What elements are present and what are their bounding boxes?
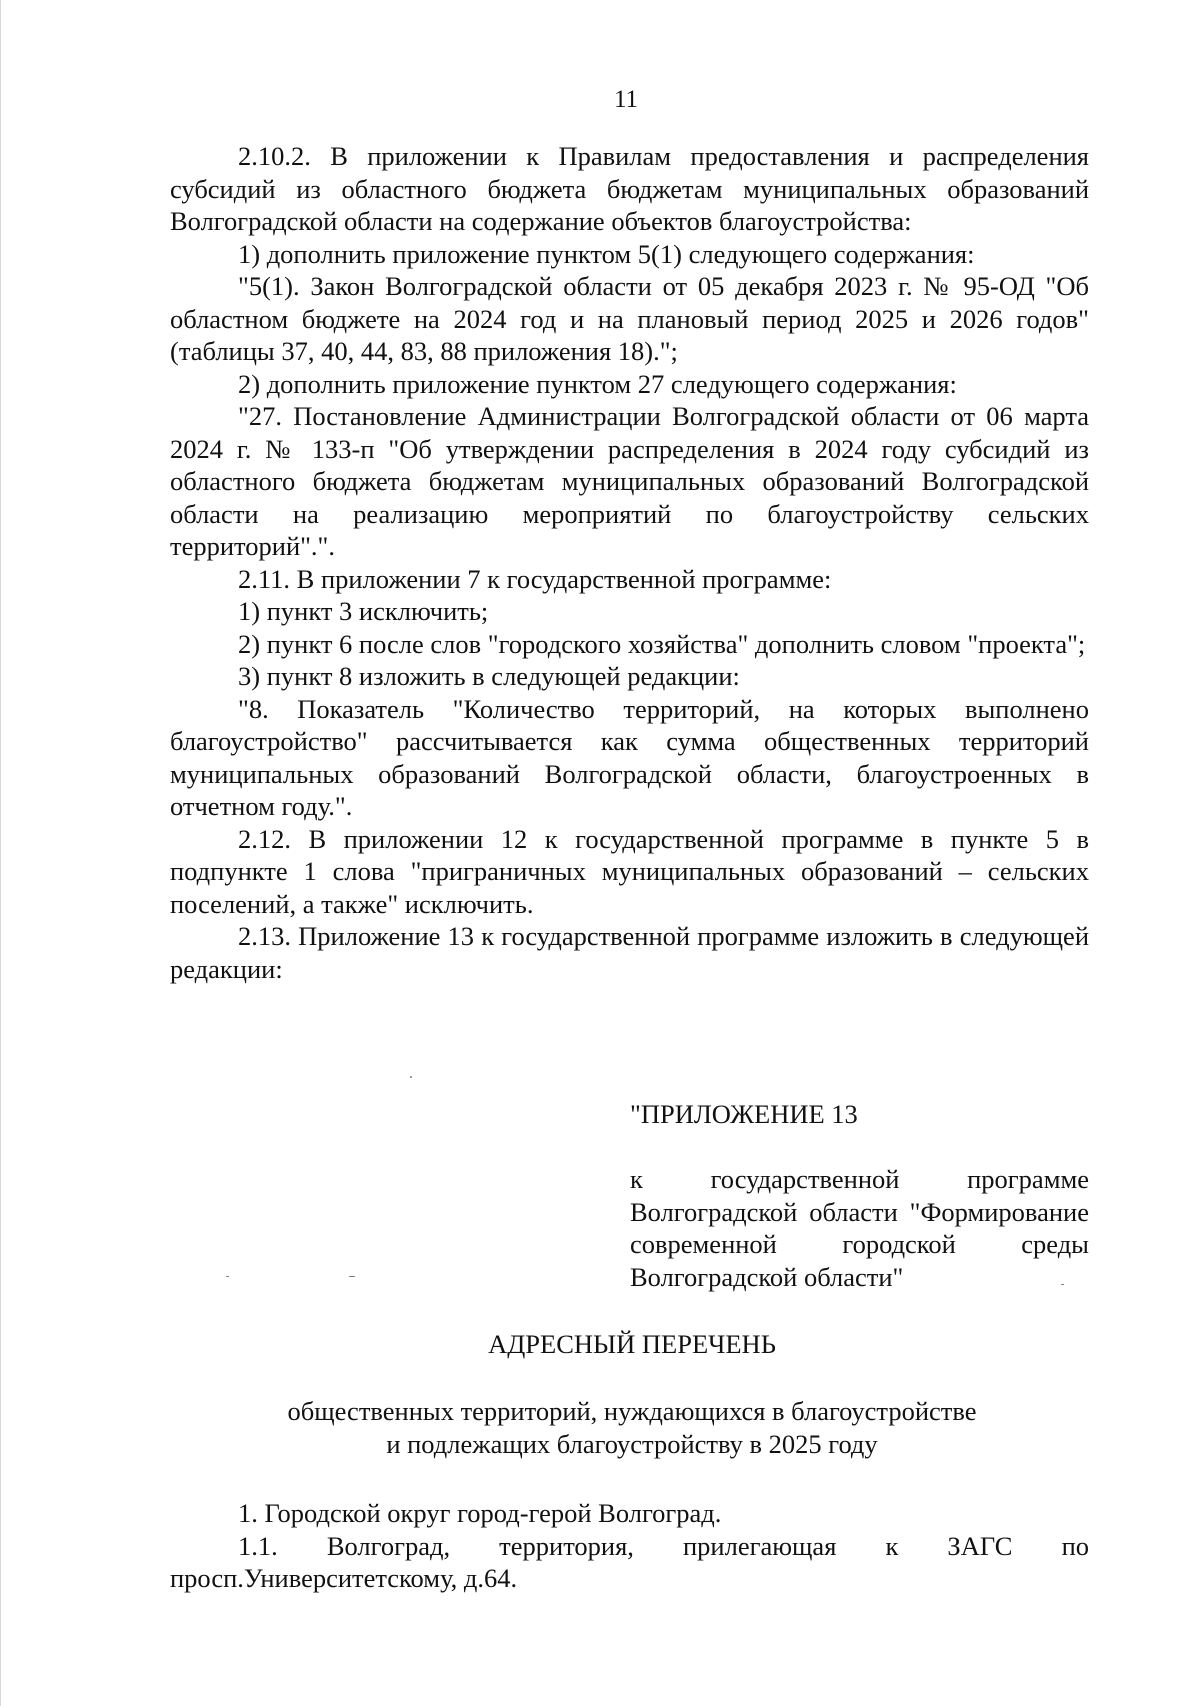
- list-subtitle: [1, 1395, 1200, 1461]
- page-number: 11: [613, 86, 639, 113]
- amendment-text: [170, 140, 1089, 985]
- paragraph: "5(1). Закон Волгоградской области от 05 декабря 2023 г. № 95-ОД "Об областном бюджете на 2024 год и на плановый период 2025 и 2026 годов" (таблицы 37, 40, 44, 83, 88 приложения 18).";: [170, 271, 1089, 366]
- scan-speck: [410, 1076, 412, 1078]
- paragraph: "8. Показатель "Количество территорий, на которых выполнено благоустройство" рассчитывается как сумма общественных территорий муниципальных образований Волгоградской области, благоустроенных в отчетном году.".: [170, 693, 1089, 821]
- paragraph: 2) пункт 6 после слов "городского хозяйства" дополнить словом "проекта";: [238, 628, 1086, 659]
- appendix-title: "ПРИЛОЖЕНИЕ 13: [630, 1099, 858, 1129]
- list-title: АДРЕСНЫЙ ПЕРЕЧЕНЬ: [488, 1329, 776, 1359]
- paragraph: 1) пункт 3 исключить;: [238, 596, 489, 626]
- paragraph: 2) дополнить приложение пунктом 27 следующего содержания:: [238, 368, 957, 399]
- list-subtitle-line: общественных территорий, нуждающихся в благоустройстве: [287, 1396, 977, 1426]
- paragraph: 2.12. В приложении 12 к государственной программе в пункте 5 в подпункте 1 слова "приграничных муниципальных образований – сельских поселений, а также" исключить.: [170, 823, 1089, 919]
- scan-speck: [226, 1276, 229, 1277]
- address-list: [170, 1497, 1089, 1595]
- scan-speck: [1061, 1284, 1064, 1285]
- paragraph: 1) дополнить приложение пунктом 5(1) следующего содержания:: [238, 238, 975, 269]
- list-subtitle-line: и подлежащих благоустройству в 2025 году: [386, 1429, 878, 1459]
- paragraph: "27. Постановление Администрации Волгоградской области от 06 марта 2024 г. № 133-п "Об утверждении распределения в 2024 году субсидий из областного бюджета бюджетам муниципальных образований Волгоградской области на реализацию мероприятий по благоустройству сельских территорий".".: [170, 401, 1089, 561]
- list-item: 1. Городской округ город-герой Волгоград.: [238, 1498, 722, 1528]
- paragraph: 3) пункт 8 изложить в следующей редакции:: [238, 661, 740, 691]
- paragraph: 2.10.2. В приложении к Правилам предоставления и распределения субсидий из областного бюджета бюджетам муниципальных образований Волгоградской области на содержание объектов благоустройства:: [170, 141, 1089, 236]
- paragraph: 2.11. В приложении 7 к государственной программе:: [238, 563, 832, 594]
- scan-speck: [349, 1276, 355, 1277]
- appendix-subtitle: к государственной программе Волгоградской области "Формирование современной городской среды Волгоградской области": [630, 1164, 1089, 1292]
- list-item: 1.1. Волгоград, территория, прилегающая к ЗАГС по просп.Университетскому, д.64.: [170, 1530, 1089, 1593]
- paragraph: 2.13. Приложение 13 к государственной программе изложить в следующей редакции:: [170, 921, 1089, 984]
